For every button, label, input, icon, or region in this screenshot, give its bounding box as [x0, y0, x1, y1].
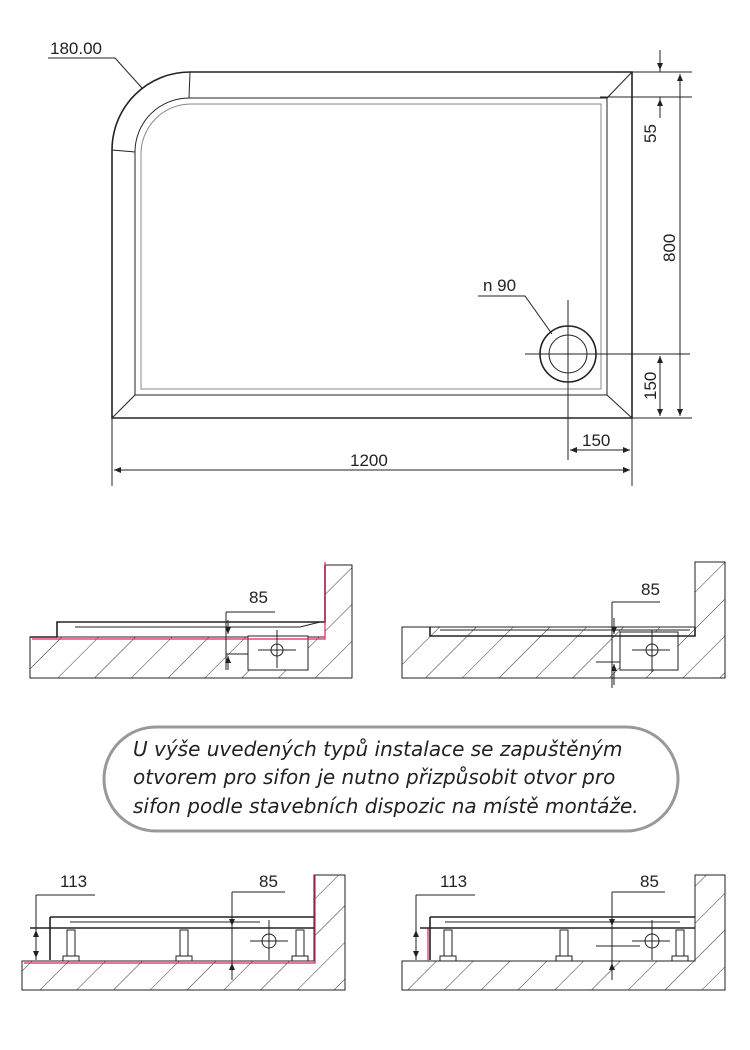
section1-height-label: 85 [249, 588, 268, 607]
section-legs-left [22, 872, 345, 990]
tray-rim [135, 98, 607, 395]
section-legs-right [402, 872, 725, 990]
rim-label: 55 [641, 124, 660, 143]
section-recessed-left [30, 562, 352, 678]
note-line-2: otvorem pro sifon je nutno přizpůsobit otvor pro [133, 765, 616, 789]
note-line-3: sifon podle stavebních dispozic na místě montáže. [133, 794, 639, 818]
drain-x-label: 150 [582, 431, 611, 450]
plan-view [48, 39, 692, 486]
tray-basin [141, 104, 601, 389]
drain-y-label: 150 [641, 371, 660, 400]
section3-leg-label: 113 [60, 872, 88, 891]
drain-diameter-label: n 90 [483, 276, 517, 295]
width-label: 1200 [350, 451, 388, 470]
note-line-1: U výše uvedených typů instalace se zapuštěným [133, 737, 623, 761]
section4-height-label: 85 [640, 872, 659, 891]
section2-height-label: 85 [641, 580, 660, 599]
corner-radius-label: 180.00 [50, 39, 102, 58]
section3-height-label: 85 [259, 872, 278, 891]
installation-note [104, 727, 678, 831]
depth-label: 800 [660, 233, 679, 262]
section4-leg-label: 113 [440, 872, 468, 891]
section-recessed-right [402, 562, 725, 688]
